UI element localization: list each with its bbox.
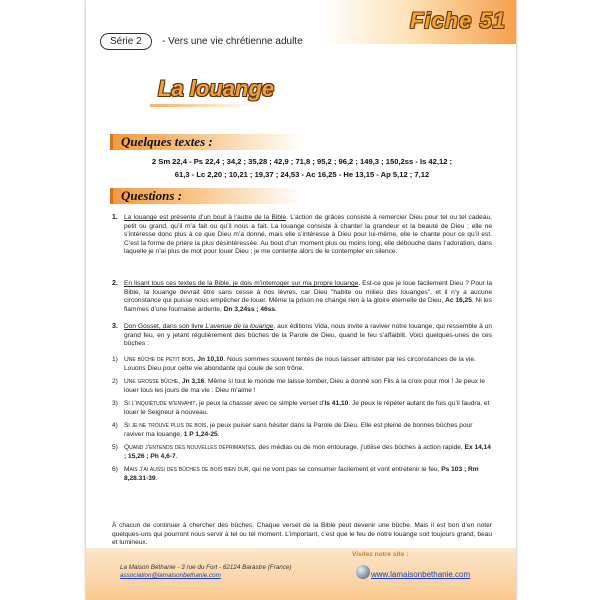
- buche-item: [112, 356, 492, 373]
- scripture-ref: Is 41,10: [324, 400, 349, 407]
- scripture-ref: Ps 103 ; Rm 8,28.31-39: [124, 466, 479, 482]
- buche-text: .: [155, 474, 158, 482]
- buche-caption: Si je ne trouve plus de bois,: [124, 422, 209, 429]
- document-sheet: [86, 0, 516, 600]
- section-title-textes: Quelques textes :: [121, 134, 213, 149]
- references-line-2: 61,3 - Lc 2,20 ; 10,21 ; 19,37 ; 24,53 - Ac 16,25 - He 13,15 - Ap 5,12 ; 7,12: [174, 169, 430, 179]
- scripture-ref: Jn 3,16: [181, 378, 205, 385]
- question-text: . Ni les flammes d’une fournaise ardente,: [124, 297, 493, 313]
- bible-references: [112, 156, 492, 181]
- question-lead: Don Gosset, dans son livre: [124, 323, 206, 330]
- question-text: .: [275, 305, 277, 313]
- buche-number: 1): [112, 356, 118, 363]
- closing-paragraph: À chacun de continuer à chercher des bûches. Chaque verset de la Bible peut devenir une bûche. Mais il est bon d’en noter quelques-uns qui pourront nous servir à tel ou tel moment. L’important, c’est que le feu de notre louange soit toujours grand, beau et lumineux.: [112, 522, 492, 547]
- buche-number: 2): [112, 378, 118, 385]
- buche-caption: Une bûche de petit bois,: [124, 356, 196, 363]
- scripture-ref: Ex 14,14 ; 15,26 ; Ph 4,6-7: [124, 444, 491, 460]
- buche-number: 6): [112, 466, 118, 473]
- footer: [86, 548, 516, 600]
- serie-subtitle: - Vers une vie chrétienne adulte: [162, 36, 303, 47]
- page-title: La louange: [158, 76, 275, 101]
- question-number: 2.: [112, 280, 118, 287]
- globe-icon: [356, 565, 370, 579]
- fiche-number: Fiche 51: [409, 8, 506, 33]
- buche-text: .: [217, 430, 220, 438]
- buche-text: . Nous sommes souvent tentés de nous laisser attrister par les circonstances de la vie. Louons Dieu pour cette vie abondante qui coule de son trône.: [124, 356, 476, 372]
- buche-text: je peux puiser sans hésiter dans la Parole de Dieu. Elle est pleine de bonnes bûches pour raviver ma louange,: [124, 422, 473, 438]
- buche-text: .: [175, 452, 178, 460]
- buche-text: je peux la chasser avec ce simple verset d’: [197, 400, 325, 407]
- book-title: L’avenue de la louange: [205, 323, 274, 330]
- section-title-questions: Questions :: [121, 188, 183, 203]
- section-banner-textes: [110, 134, 303, 150]
- question-number: 1.: [112, 214, 118, 221]
- footer-address: La Maison Béthanie - 3 rue du Fort - 62124 Barastre (France): [120, 564, 292, 571]
- section-banner-questions: [110, 188, 303, 204]
- question-text: . L’action de grâces consiste à remercier Dieu pour tel ou tel cadeau, petit ou grand, qu’il m’a fait ou qu’il nous a fait. La louange consiste à chanter la grandeur et la beauté de Dieu ; elle ne s’intéresse donc plus à ce que Dieu m’a donné, mais elle s’intéresse à Dieu pour lui-même, elle le chante pour ce qu’il est. C’est la forme de prière la plus désintéressée. Au bout d’un moment plus ou moins long, elle débouche dans l’adoration, dans laquelle je n’ai plus de mot pour louer Dieu ; je me contente alors de le contempler en silence.: [124, 214, 492, 256]
- serie-badge: Série 2: [100, 33, 152, 50]
- scripture-ref: 1 P 1,24-25: [183, 430, 218, 438]
- scripture-ref: Jn 10,10: [197, 356, 224, 363]
- visit-site-label: Visitez notre site :: [352, 551, 409, 558]
- question-lead: En lisant tous ces textes de la Bible, je dois m’interroger sur ma propre louange: [124, 280, 359, 287]
- buche-caption: Si l’inquiétude m’envahit,: [124, 400, 198, 407]
- buche-number: 5): [112, 444, 118, 451]
- footer-email-link[interactable]: association@lamaisonbethanie.com: [120, 572, 221, 579]
- buche-number: 3): [112, 400, 118, 407]
- question-2: [112, 280, 492, 314]
- scripture-ref: Ac 16,25: [445, 297, 472, 305]
- buche-caption: Quand j’entends des nouvelles déprimantes,: [124, 444, 257, 451]
- question-number: 3.: [112, 323, 118, 330]
- buche-number: 4): [112, 422, 118, 429]
- buche-caption: Mais j’ai aussi des bûches de bois bien dur,: [124, 466, 251, 473]
- buche-caption: Une grosse bûche,: [124, 378, 181, 385]
- buche-item: [112, 444, 492, 461]
- question-3: [112, 323, 492, 349]
- buche-item: [112, 422, 492, 439]
- buche-item: [112, 466, 492, 483]
- question-text: . Est-ce que je loue facilement Dieu ? Pour la Bible, la louange devrait être sans cesse à nos lèvres, car Dieu "habite ou milieu des louanges", et il n’y a aucune circonstance qui puisse nous empêcher de louer. Même la prison ne change rien à la gloire éternelle de Dieu,: [124, 280, 492, 305]
- buche-item: [112, 378, 492, 395]
- scripture-ref: Dn 3,24ss ; 46ss: [223, 305, 276, 313]
- question-text: , aux éditions Vida, nous invite à raviver notre louange, qui ressemble à un grand feu, en y jetant régulièrement des bûches de la Parole de Dieu, quand le feu s’affaiblit. Voici quelques-unes de ces bûches :: [124, 323, 492, 348]
- question-lead: La louange est présente d’un bout à l’autre de la Bible: [124, 214, 287, 221]
- buche-text: des médias ou de mon entourage, j’utilise des bûches à action rapide,: [256, 444, 465, 451]
- buche-text: qui ne vont pas se consumer facilement et vont entretenir le feu,: [250, 466, 442, 473]
- buche-text: . Je peux le répéter autant de fois qu’il faudra, et louer le Seigneur à nouveau.: [124, 400, 490, 416]
- title-underline: [150, 104, 256, 107]
- buche-text: . Même si tout le monde me laisse tomber, Dieu a donné son Fils à la croix pour moi ! Je peux le louer tous les jours de ma vie : Dieu m’aime !: [124, 378, 486, 394]
- website-link[interactable]: www.lamaisonbethanie.com: [371, 570, 471, 579]
- references-line-1: 2 Sm 22,4 - Ps 22,4 ; 34,2 ; 35,28 ; 42,9 ; 71,8 ; 95,2 ; 96,2 ; 149,3 ; 150,2ss - Is 42,12 ;: [151, 157, 453, 166]
- buche-item: [112, 400, 492, 417]
- question-1: [112, 214, 492, 257]
